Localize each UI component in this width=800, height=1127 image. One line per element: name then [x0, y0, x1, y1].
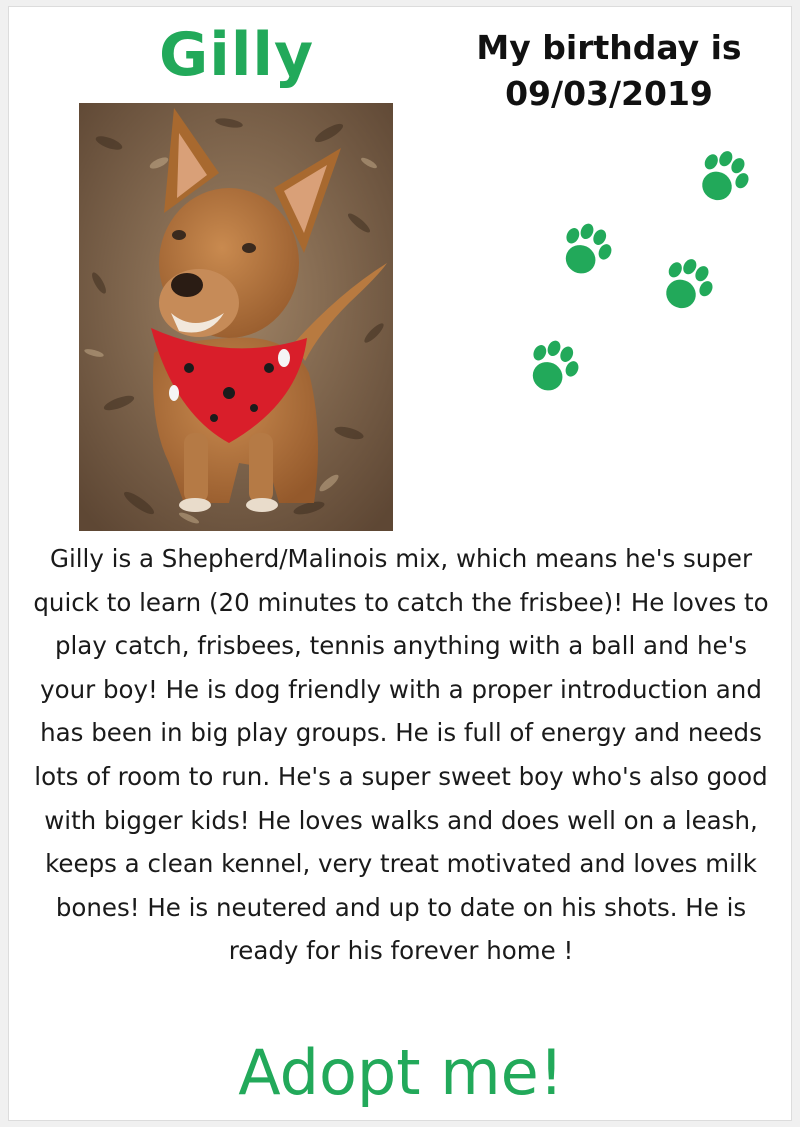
- birthday-block: [429, 25, 789, 117]
- dog-photo: [79, 103, 393, 531]
- paw-print-icon: [554, 217, 619, 283]
- dog-name-heading: Gilly: [159, 20, 315, 90]
- birthday-date: 09/03/2019: [505, 74, 713, 113]
- paw-print-icon: [521, 334, 586, 400]
- adoption-flyer: [8, 6, 792, 1121]
- adopt-me-heading: Adopt me!: [238, 1036, 564, 1109]
- birthday-label: My birthday is: [476, 28, 742, 67]
- paw-print-icon: [654, 251, 721, 318]
- paw-print-icon: [690, 143, 757, 210]
- paw-prints-decoration: [489, 137, 789, 417]
- dog-description: Gilly is a Shepherd/Malinois mix, which means he's super quick to learn (20 minutes to catch the frisbee)! He loves to play catch, frisbees, tennis anything with a ball and he's your boy! He is dog friendly with a proper introduction and has been in big play groups. He is full of energy and needs lots of room to run. He's a super sweet boy who's also good with bigger kids! He loves walks and does well on a leash, keeps a clean kennel, very treat motivated and loves milk bones! He is neutered and up to date on his shots. He is ready for his forever home !: [33, 544, 769, 966]
